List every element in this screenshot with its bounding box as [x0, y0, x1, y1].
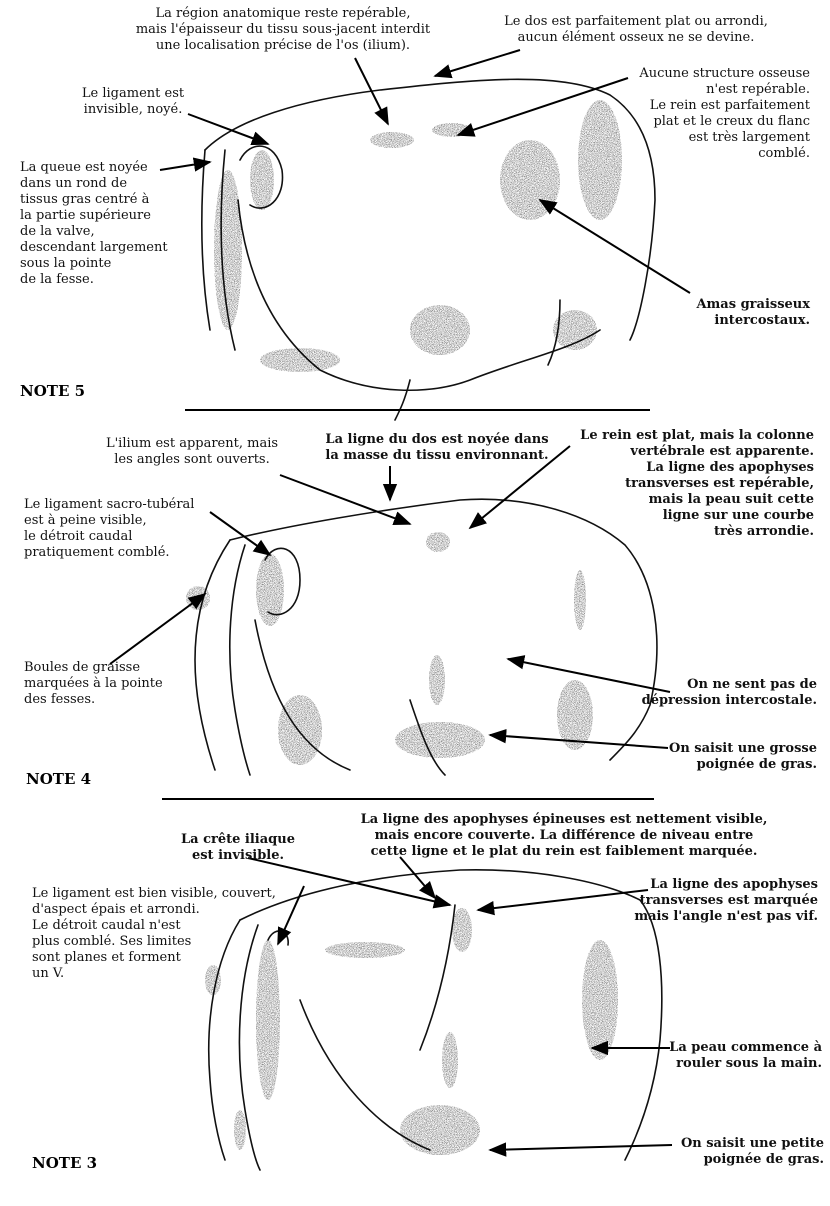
label-spinous-processes: La ligne des apophyses épineuses est nettement visible, mais encore couverte. La différence de niveau entre cette ligne et le plat du rein est faiblement marquée.	[360, 812, 768, 859]
note4-shading	[186, 532, 593, 765]
label-skin-rolls: La peau commence à rouler sous la main.	[669, 1040, 822, 1071]
label-fat-balls: Boules de graisse marquées à la pointe des fesses.	[24, 660, 163, 707]
label-no-intercostal-depression: On ne sent pas de dépression intercostale.	[641, 677, 817, 708]
note5-shading	[214, 100, 622, 372]
label-intercostal-fat: Amas graisseux intercostaux.	[696, 297, 810, 328]
label-iliac-crest: La crête iliaque est invisible.	[181, 832, 295, 863]
label-back-line: La ligne du dos est noyée dans la masse du tissu environnant.	[325, 432, 549, 463]
label-flat-back: Le dos est parfaitement plat ou arrondi, aucun élément osseux ne se devine.	[504, 14, 768, 45]
score-note-4: NOTE 4	[26, 770, 92, 788]
label-transverse-processes: La ligne des apophyses transverses est marquée mais l'angle n'est pas vif.	[634, 877, 818, 924]
score-note-3: NOTE 3	[32, 1154, 98, 1172]
label-small-handful-fat: On saisit une petite poignée de gras.	[680, 1136, 824, 1167]
score-note-5: NOTE 5	[20, 382, 86, 400]
label-ligament-visible: Le ligament est bien visible, couvert, d'aspect épais et arrondi. Le détroit caudal n'est plus comblé. Ses limites sont planes et forment un V.	[32, 886, 276, 981]
label-ilium-apparent: L'ilium est apparent, mais les angles sont ouverts.	[105, 436, 279, 467]
label-flat-kidney: Le rein est plat, mais la colonne vertébrale est apparente. La ligne des apophyses transverses est repérable, mais la peau suit cette ligne sur une courbe très arrondie.	[580, 428, 814, 539]
label-large-handful-fat: On saisit une grosse poignée de gras.	[669, 741, 817, 772]
label-iliac-region: La région anatomique reste repérable, mais l'épaisseur du tissu sous-jacent interdit une localisation précise de l'os (ilium).	[135, 6, 431, 53]
label-ligament-invisible: Le ligament est invisible, noyé.	[81, 86, 185, 117]
label-no-bone-structure: Aucune structure osseuse n'est repérable. Le rein est parfaitement plat et le creux du flanc est très largement comblé.	[639, 66, 810, 161]
label-tail-drowned: La queue est noyée dans un rond de tissus gras centré à la partie supérieure de la valve, descendant largement sous la pointe de la fesse.	[20, 160, 168, 287]
label-sacro-tuberal-ligament: Le ligament sacro-tubéral est à peine visible, le détroit caudal pratiquement comblé.	[24, 497, 195, 560]
